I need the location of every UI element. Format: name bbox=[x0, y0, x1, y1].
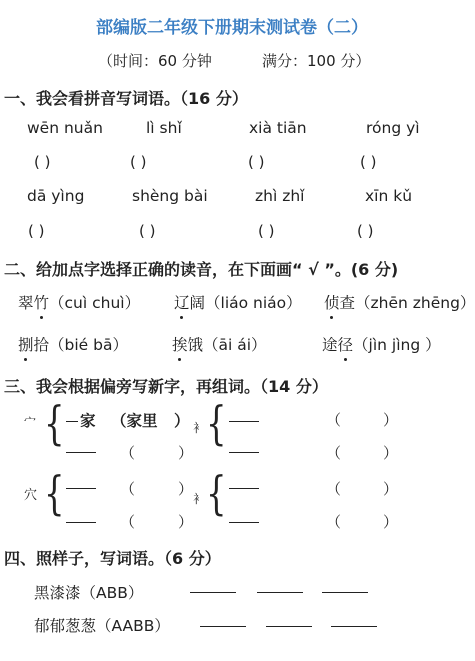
pattern-example: 郁郁葱葱（AABB） bbox=[34, 617, 170, 635]
dotted-char: 竹 bbox=[34, 291, 50, 313]
open-paren: （ bbox=[326, 444, 342, 462]
close-paren: ） bbox=[383, 444, 399, 462]
reading-choice[interactable] bbox=[18, 291, 140, 313]
blank-line[interactable] bbox=[229, 452, 259, 453]
blank-line[interactable] bbox=[66, 452, 96, 453]
blank-line[interactable] bbox=[322, 592, 368, 593]
blank-line[interactable] bbox=[66, 522, 96, 523]
blank-line[interactable] bbox=[190, 592, 236, 593]
reading-options: 拾（bié bā） bbox=[33, 336, 128, 354]
blank-line[interactable] bbox=[200, 626, 246, 627]
reading-options: 阔（liáo niáo） bbox=[189, 294, 302, 312]
brace: { bbox=[44, 396, 65, 450]
reading-choice[interactable] bbox=[324, 291, 475, 313]
reading-choice[interactable] bbox=[174, 291, 302, 313]
section2-heading: 二、给加点字选择正确的读音，在下面画“ √ ”。(6 分) bbox=[4, 260, 399, 279]
dotted-char: 捌 bbox=[18, 333, 34, 355]
example-word: （家里 bbox=[111, 412, 158, 430]
close-paren: ） bbox=[383, 480, 399, 498]
close-paren: ） bbox=[383, 513, 399, 531]
open-paren: （ bbox=[120, 480, 136, 498]
reading-choice[interactable] bbox=[322, 333, 441, 355]
dotted-char: 辽 bbox=[174, 291, 190, 313]
answer-blank[interactable]: ( ) bbox=[34, 153, 51, 171]
close-paren: ） bbox=[178, 444, 194, 462]
answer-blank[interactable]: ( ) bbox=[139, 222, 156, 240]
radical: 宀 bbox=[24, 415, 37, 429]
answer-blank[interactable]: ( ) bbox=[130, 153, 147, 171]
radical: 衤 bbox=[193, 492, 206, 506]
open-paren: （ bbox=[326, 513, 342, 531]
answer-blank[interactable]: ( ) bbox=[258, 222, 275, 240]
pattern-example: 黑漆漆（ABB） bbox=[34, 584, 144, 602]
pinyin-item: róng yì bbox=[366, 119, 420, 137]
brace: { bbox=[44, 466, 65, 520]
pinyin-item: dā yìng bbox=[27, 187, 85, 205]
reading-choice[interactable] bbox=[172, 333, 267, 355]
answer-blank[interactable]: ( ) bbox=[28, 222, 45, 240]
answer-blank[interactable]: ( ) bbox=[357, 222, 374, 240]
answer-blank[interactable]: ( ) bbox=[360, 153, 377, 171]
blank-line[interactable] bbox=[229, 421, 259, 422]
dotted-char: 挨 bbox=[172, 333, 188, 355]
blank-line[interactable] bbox=[229, 522, 259, 523]
blank-line[interactable] bbox=[331, 626, 377, 627]
close-paren: ） bbox=[174, 412, 190, 430]
full-score: 满分：100 分） bbox=[262, 52, 371, 70]
brace: { bbox=[206, 466, 227, 520]
section1-heading: 一、我会看拼音写词语。（16 分） bbox=[4, 89, 248, 108]
dotted-char: 径 bbox=[338, 333, 354, 355]
radical: 衤 bbox=[193, 421, 206, 435]
dotted-char: 侦 bbox=[324, 291, 340, 313]
pinyin-item: xià tiān bbox=[249, 119, 307, 137]
reading-options: 查（zhēn zhēng） bbox=[339, 294, 475, 312]
open-paren: （ bbox=[120, 513, 136, 531]
reading-options: 饿（āi ái） bbox=[187, 336, 267, 354]
open-paren: （ bbox=[326, 480, 342, 498]
reading-options: （cuì chuì） bbox=[49, 294, 141, 312]
pinyin-item: zhì zhǐ bbox=[255, 187, 305, 205]
example-char: 家 bbox=[80, 412, 96, 430]
time-limit: （时间：60 分钟 bbox=[98, 52, 212, 70]
close-paren: ） bbox=[178, 513, 194, 531]
brace: { bbox=[206, 396, 227, 450]
radical: 穴 bbox=[24, 488, 38, 503]
blank-line[interactable] bbox=[66, 421, 78, 422]
blank-line[interactable] bbox=[257, 592, 303, 593]
blank-line[interactable] bbox=[266, 626, 312, 627]
close-paren: ） bbox=[383, 411, 399, 429]
section4-heading: 四、照样子，写词语。（6 分） bbox=[4, 549, 221, 568]
pinyin-item: wēn nuǎn bbox=[27, 119, 103, 137]
answer-blank[interactable]: ( ) bbox=[248, 153, 265, 171]
pinyin-item: lì shǐ bbox=[146, 119, 182, 137]
section3-heading: 三、我会根据偏旁写新字，再组词。（14 分） bbox=[4, 377, 328, 396]
page-title: 部编版二年级下册期末测试卷（二） bbox=[96, 18, 368, 38]
plain-char: 翠 bbox=[18, 294, 34, 312]
open-paren: （ bbox=[326, 411, 342, 429]
close-paren: ） bbox=[178, 480, 194, 498]
pinyin-item: xīn kǔ bbox=[365, 187, 413, 205]
blank-line[interactable] bbox=[229, 488, 259, 489]
reading-options: （jìn jìng ） bbox=[353, 336, 441, 354]
plain-char: 途 bbox=[322, 336, 338, 354]
reading-choice[interactable] bbox=[18, 333, 128, 355]
blank-line[interactable] bbox=[66, 488, 96, 489]
pinyin-item: shèng bài bbox=[132, 187, 208, 205]
open-paren: （ bbox=[120, 444, 136, 462]
